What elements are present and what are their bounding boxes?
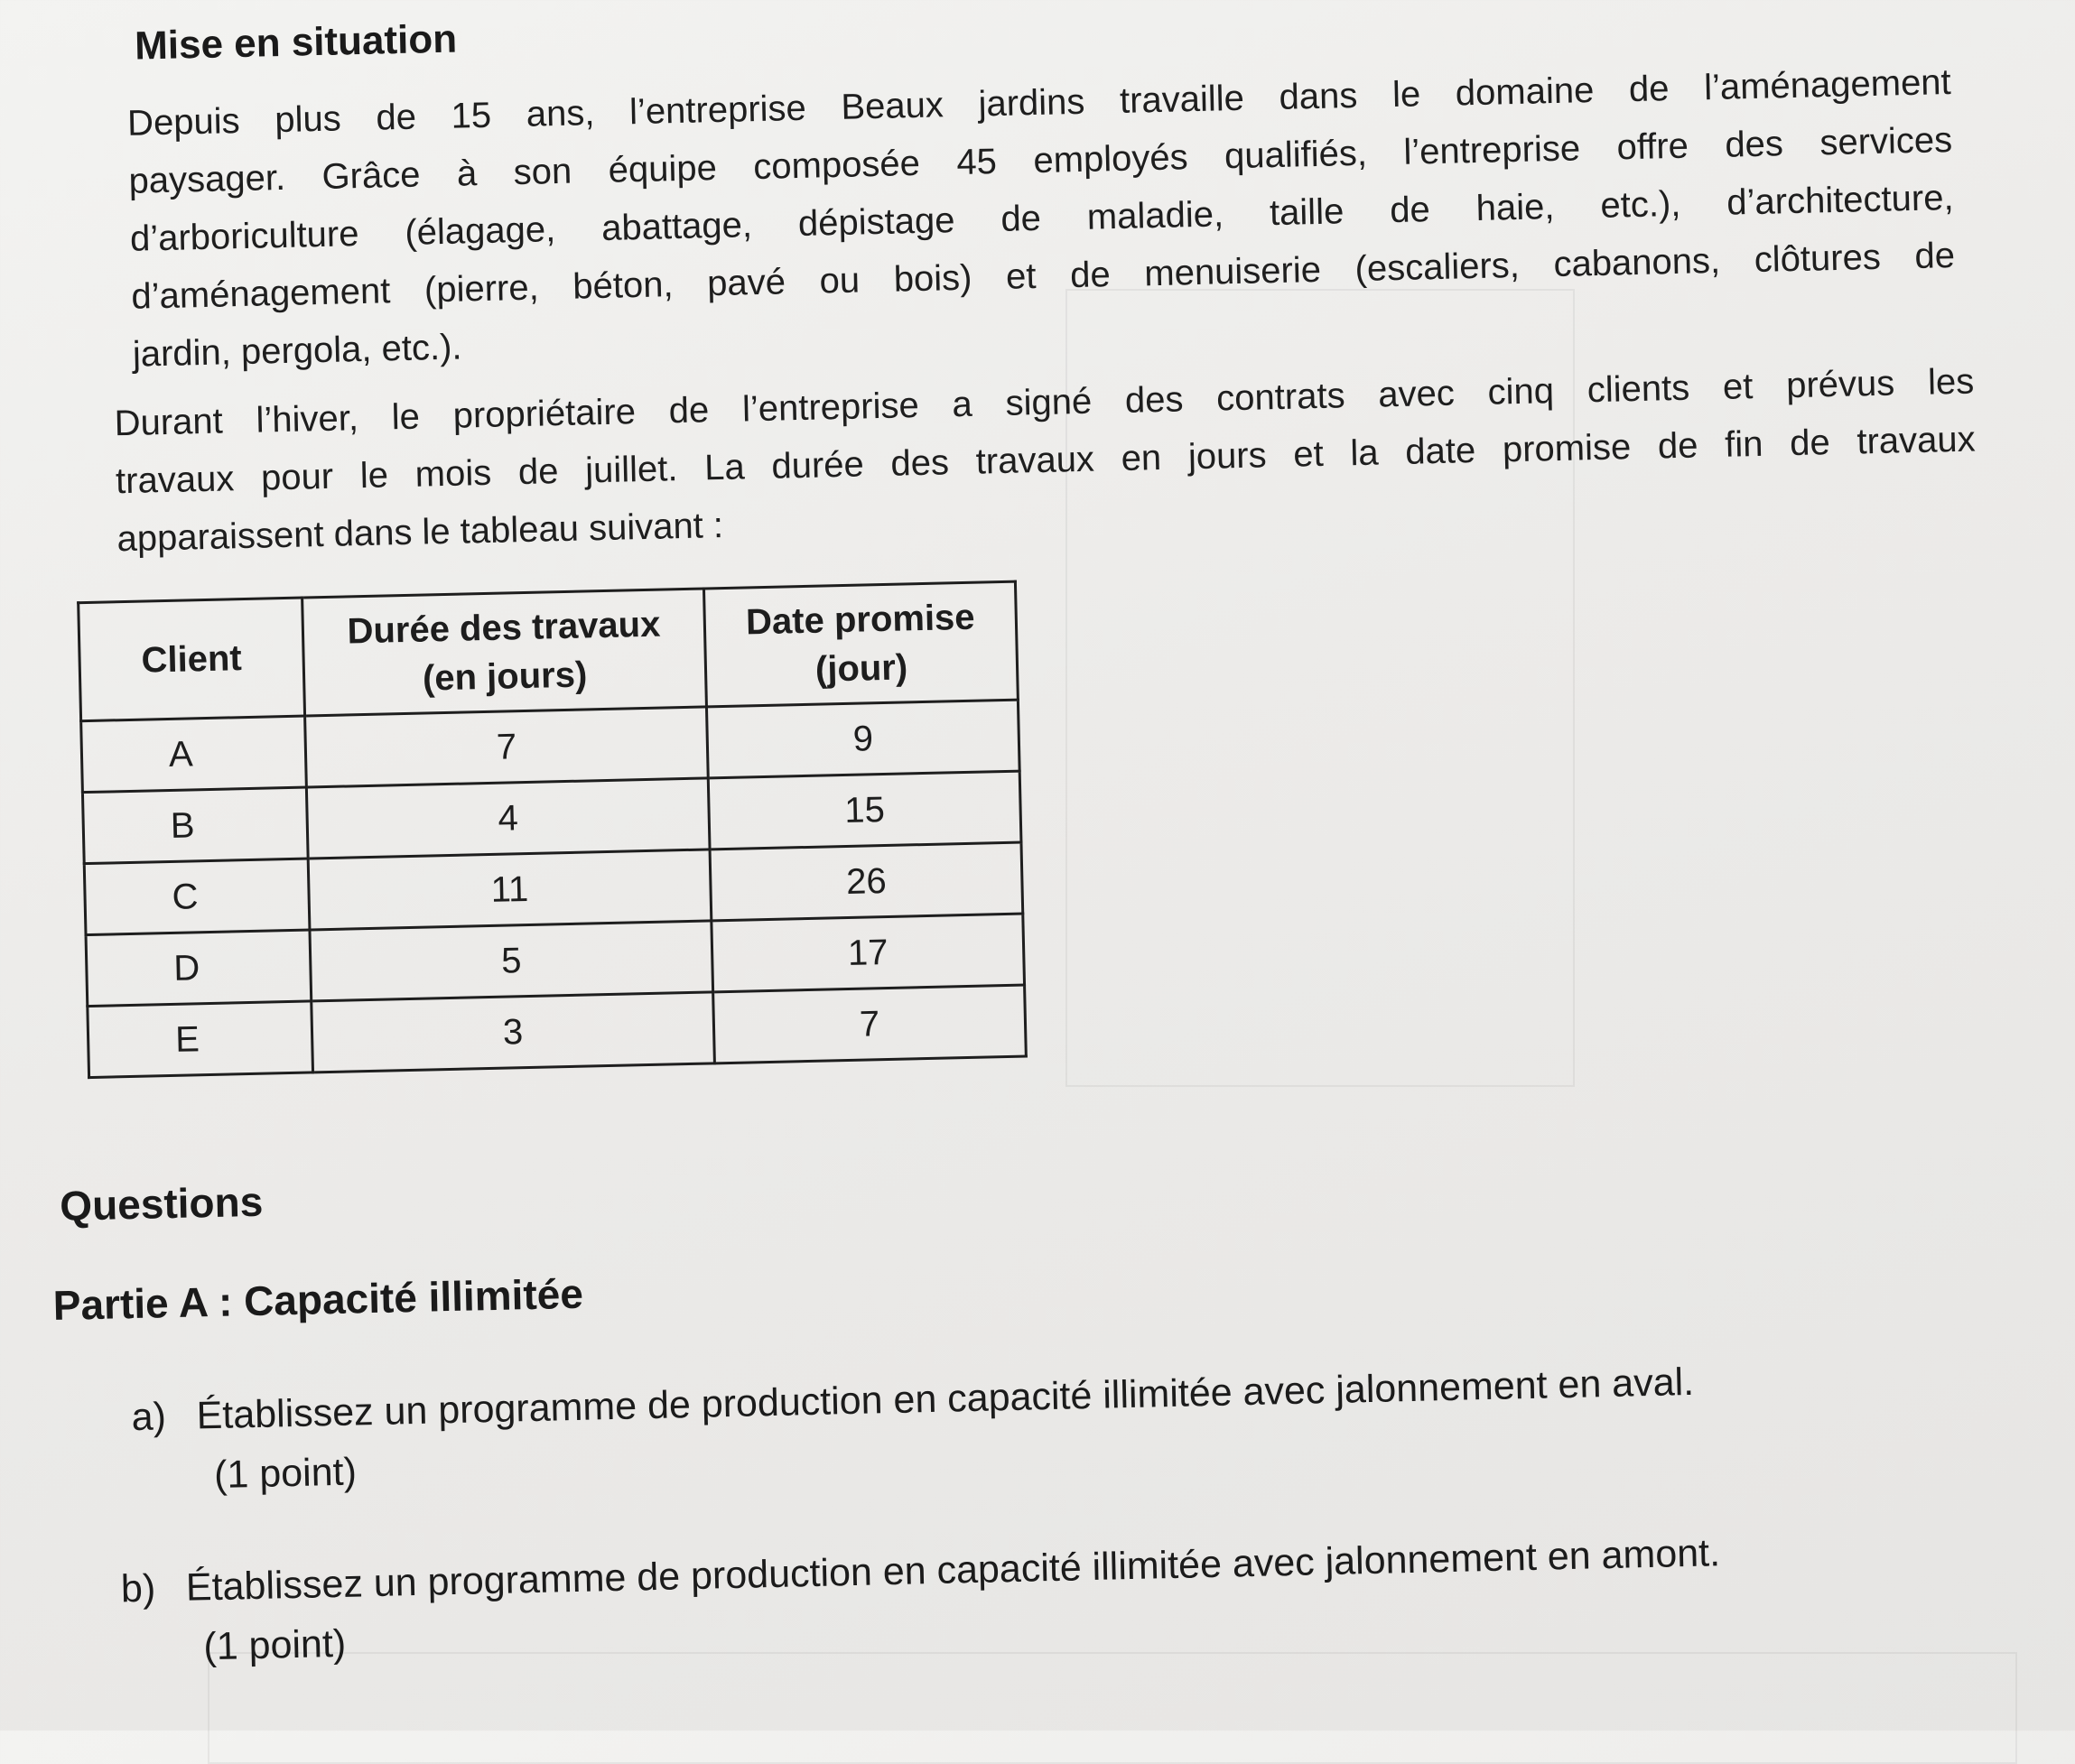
cell-client: B <box>82 787 308 864</box>
part-a-title: Partie A : Capacité illimitée <box>52 1269 584 1330</box>
question-b <box>120 1523 1722 1678</box>
cell-client: E <box>88 1001 313 1078</box>
question-b-label: b) <box>120 1566 156 1611</box>
header-date <box>703 581 1018 707</box>
cell-client: C <box>84 859 310 935</box>
header-duree-line1: Durée des travaux <box>347 604 661 652</box>
header-duree <box>302 589 707 716</box>
cell-date: 9 <box>706 700 1019 778</box>
cell-client: A <box>81 716 307 793</box>
question-a <box>131 1352 1696 1507</box>
question-a-text: Établissez un programme de production en capacité illimitée avec jalonnement en aval. <box>196 1360 1695 1438</box>
intro-paragraph <box>126 53 1957 384</box>
context-line: apparaissent dans le tableau suivant : <box>116 505 724 560</box>
works-table <box>77 580 1028 1079</box>
section-title: Mise en situation <box>134 16 458 69</box>
table-header-row <box>79 581 1019 721</box>
intro-line: d’aménagement (pierre, béton, pavé ou bois) et de menuiserie (escaliers, cabanons, clôtures de <box>130 235 1956 317</box>
cell-duree: 3 <box>312 992 715 1072</box>
question-b-points: (1 point) <box>202 1621 347 1669</box>
context-line: Durant l’hiver, le propriétaire de l’entreprise a signé des contrats avec cinq clients et prévus les <box>114 361 1975 444</box>
cell-duree: 5 <box>310 921 713 1001</box>
cell-duree: 7 <box>305 707 709 787</box>
cell-date: 26 <box>710 842 1023 921</box>
intro-line: jardin, pergola, etc.). <box>132 327 462 375</box>
context-line: travaux pour le mois de juillet. La durée des travaux en jours et la date promise de fin de travaux <box>115 419 1977 502</box>
context-paragraph <box>114 353 1977 569</box>
question-a-points: (1 point) <box>213 1450 358 1498</box>
cell-date: 17 <box>712 914 1025 992</box>
question-a-label: a) <box>131 1395 167 1440</box>
question-b-text: Établissez un programme de production en capacité illimitée avec jalonnement en amont. <box>185 1531 1721 1610</box>
header-date-line1: Date promise <box>745 597 975 643</box>
questions-title: Questions <box>59 1177 264 1230</box>
cell-duree: 4 <box>306 778 710 859</box>
intro-line: paysager. Grâce à son équipe composée 45 employés qualifiés, l’entreprise offre des services <box>128 119 1953 201</box>
header-duree-line2: (en jours) <box>422 655 588 699</box>
cell-client: D <box>86 930 312 1007</box>
header-date-line2: (jour) <box>814 647 908 690</box>
cell-duree: 11 <box>308 850 712 930</box>
intro-line: d’arboriculture (élagage, abattage, dépistage de maladie, taille de haie, etc.), d’architecture, <box>129 177 1955 259</box>
intro-line: Depuis plus de 15 ans, l’entreprise Beaux jardins travaille dans le domaine de l’aménagement <box>126 62 1952 144</box>
cell-date: 7 <box>713 985 1027 1063</box>
cell-date: 15 <box>708 771 1021 850</box>
header-client: Client <box>79 598 305 721</box>
